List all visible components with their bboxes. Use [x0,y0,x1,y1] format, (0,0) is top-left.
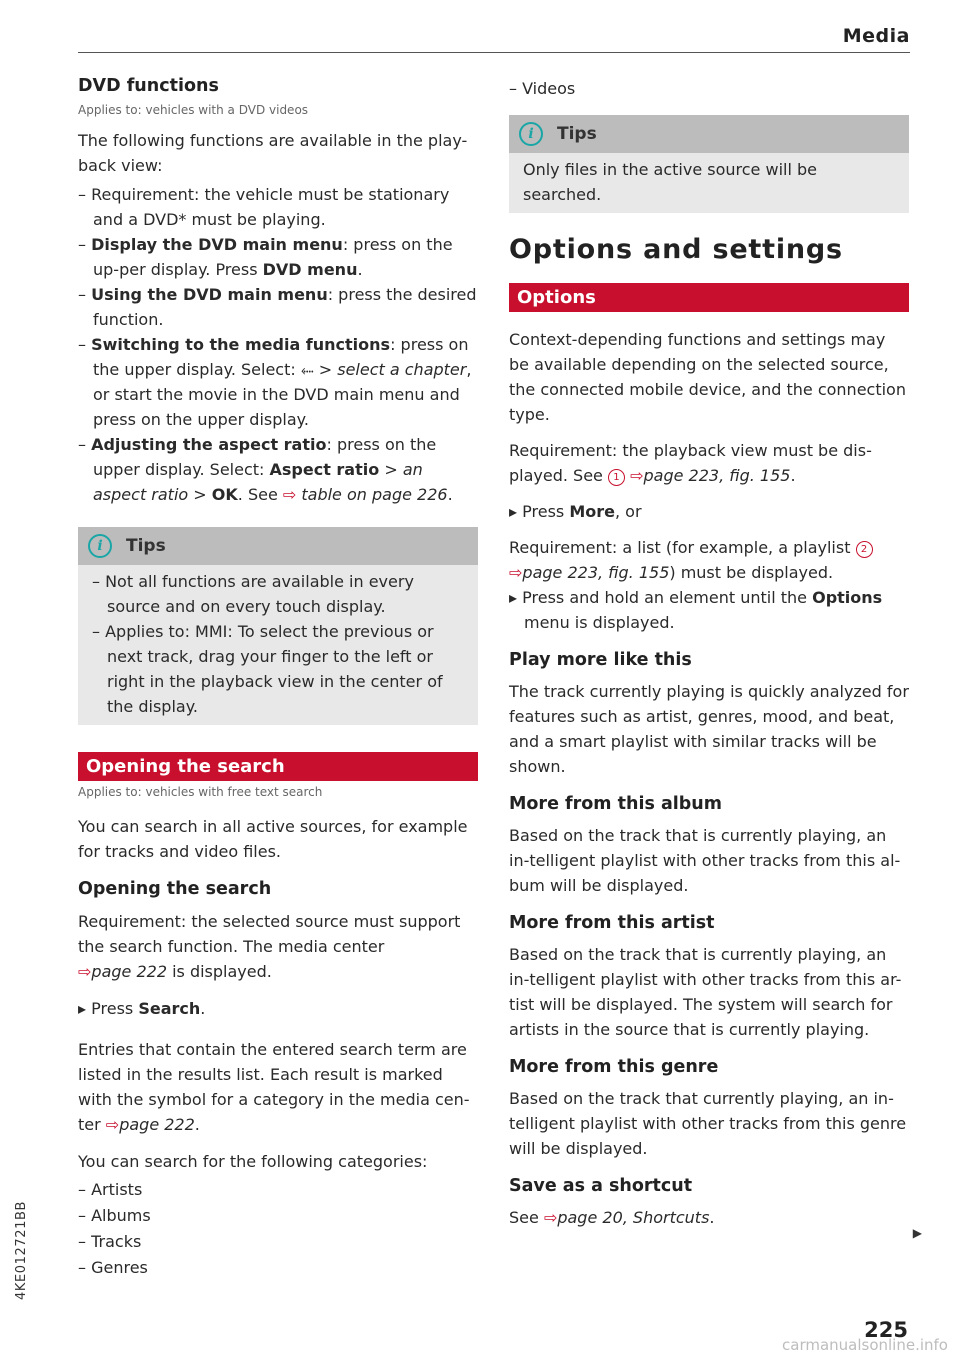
callout-2-icon: 2 [856,541,873,558]
dvd-applies: Applies to: vehicles with a DVD videos [78,103,309,117]
section-heading: Save as a shortcut [509,1176,693,1196]
aspect-ratio-link[interactable]: table on page 226 [301,485,448,504]
site-watermark: carmanualsonline.info [782,1336,948,1354]
right-column [509,70,909,1230]
fig-155-link[interactable]: page 223, fig. 155 [643,466,791,485]
tips-label: Tips [557,124,597,144]
shortcuts-link[interactable]: page 20, Shortcuts [557,1208,710,1227]
dvd-item-requirement: – Requirement: the vehicle must be stationary and a DVD* must be playing. [78,185,450,229]
tips-box [78,527,478,725]
press-hold-step: ▸ Press and hold an element until the Options menu is displayed. [509,588,883,632]
section-heading: Play more like this [509,650,692,670]
search-intro: You can search in all active sources, for example for tracks and video files. [78,817,468,861]
back-icon: ⬸ [300,360,314,379]
callout-1-icon: 1 [608,469,625,486]
section-text: Based on the track that is currently playing, an in-telligent playlist with other tracks from this al-bum will be displayed. [509,826,901,895]
category-item: – Artists [78,1180,143,1199]
section-bar-options: Options [509,283,909,312]
arrow-icon: ⇨ [509,563,523,582]
search-heading: Opening the search [78,879,272,899]
dvd-item-media-functions: – Switching to the media functions: press on the upper display. Select: ⬸ > select a chapter, or start the movie in the DVD main menu and press on the upper display. [78,335,472,429]
page-title: Options and settings [509,234,843,265]
category-item: – Albums [78,1206,151,1225]
press-search-step: ▸ Press Search. [78,999,206,1018]
document-code: 4KE012721BB [14,1200,29,1300]
section-heading: More from this genre [509,1057,719,1077]
tips-header [78,527,478,565]
left-column [78,70,478,1281]
arrow-icon: ⇨ [282,485,297,504]
category-item-videos: – Videos [509,79,576,98]
tips-header [509,115,909,153]
info-icon: i [88,534,112,558]
page-222-link[interactable]: page 222 [91,962,167,981]
dvd-item-main-menu: – Display the DVD main menu: press on the up-per display. Press DVD menu. [78,235,453,279]
tips-text: Only files in the active source will be searched. [523,160,817,204]
tips-item: – Applies to: MMI: To select the previous or next track, drag your finger to the left or right in the playback view in the center of the display. [92,622,443,716]
tips-item: – Not all functions are available in every source and on every touch display. [92,572,414,616]
category-item: – Genres [78,1258,148,1277]
requirement-list: Requirement: a list (for example, a playlist 2 ⇨page 223, fig. 155) must be displayed. [509,535,909,585]
section-bar-search: Opening the search [78,752,478,781]
page-222-link[interactable]: page 222 [119,1115,195,1134]
section-text: The track currently playing is quickly analyzed for features such as artist, genres, mood, and beat, and a smart playlist with similar tracks will be shown. [509,682,909,776]
arrow-icon: ⇨ [543,1208,558,1227]
dvd-intro: The following functions are available in the play-back view: [78,131,468,175]
tips-label: Tips [126,536,166,556]
page-number: 225 [864,1318,908,1342]
requirement-playback: Requirement: the playback view must be dis-played. See 1 ⇨page 223, fig. 155. [509,441,872,485]
arrow-icon: ⇨ [78,962,92,981]
arrow-icon: ⇨ [630,466,644,485]
fig-155-link[interactable]: page 223, fig. 155 [522,563,670,582]
dvd-item-aspect-ratio: – Adjusting the aspect ratio: press on the upper display. Select: Aspect ratio > an aspect ratio > OK. See ⇨ table on page 226. [78,435,453,504]
entries-text: Entries that contain the entered search term are listed in the results list. Each result is marked with the symbol for a category in the media cen-ter ⇨page 222. [78,1040,470,1134]
section-heading: More from this album [509,794,722,814]
step-arrow-icon: ▸ [509,588,518,607]
shortcut-text: See ⇨page 20, Shortcuts. [509,1208,715,1227]
section-title: Media [842,25,910,47]
search-applies: Applies to: vehicles with free text search [78,785,323,799]
dvd-heading: DVD functions [78,76,219,96]
options-intro: Context-depending functions and settings may be available depending on the selected source, the connected mobile device, and the connection type. [509,330,906,424]
step-arrow-icon: ▸ [78,999,87,1018]
continue-arrow-icon: ▶ [912,1226,922,1240]
dvd-item-using-menu: – Using the DVD main menu: press the desired function. [78,285,477,329]
section-text: Based on the track that is currently playing, an in-telligent playlist with other tracks from this ar-tist will be displayed. The system will search for artists in the source that is currently playing. [509,945,902,1039]
info-icon: i [519,122,543,146]
tips-box [509,115,909,213]
arrow-icon: ⇨ [105,1115,120,1134]
section-text: Based on the track that currently playing, an in-telligent playlist with other tracks from this genre will be displayed. [509,1089,907,1158]
press-more-step: ▸ Press More, or [509,502,642,521]
categories-intro: You can search for the following categories: [78,1152,428,1171]
search-requirement: Requirement: the selected source must support the search function. The media center ⇨page 222 is displayed. [78,912,461,981]
step-arrow-icon: ▸ [509,502,518,521]
category-item: – Tracks [78,1232,142,1251]
header-rule [78,52,910,53]
section-heading: More from this artist [509,913,715,933]
